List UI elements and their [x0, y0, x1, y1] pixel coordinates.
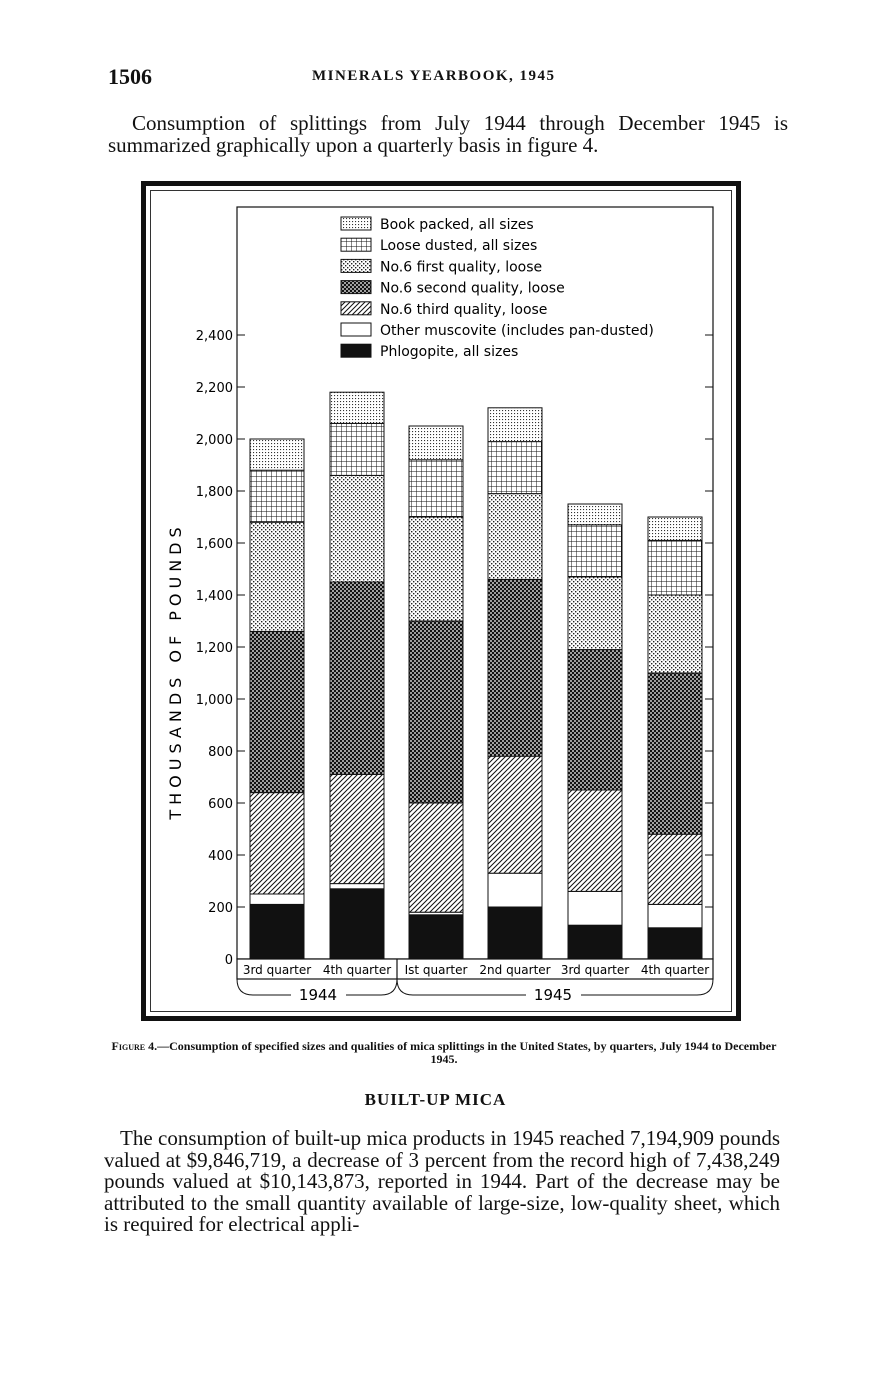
y-tick-label: 1,800 [195, 485, 233, 500]
x-tick-label: 2nd quarter [479, 963, 551, 977]
legend-entry: Book packed, all sizes [380, 217, 534, 233]
bar-segment [648, 595, 702, 673]
bar-segment [409, 517, 463, 621]
y-tick-label: 200 [208, 901, 233, 916]
bar-segment [648, 904, 702, 927]
bar-segment [409, 915, 463, 959]
bar-segment [250, 904, 304, 959]
bar-segment [250, 894, 304, 904]
legend-entry: No.6 third quality, loose [380, 301, 548, 318]
bar-segment [568, 790, 622, 891]
bar-segment [330, 392, 384, 423]
y-tick-label: 2,000 [195, 433, 233, 448]
bar-segment [330, 475, 384, 582]
bar-segment [488, 408, 542, 442]
page-number: 1506 [108, 64, 152, 89]
figure-caption [104, 1040, 784, 1066]
legend-swatch [341, 344, 371, 357]
x-tick-label: 4th quarter [640, 963, 710, 977]
bar-segment [250, 522, 304, 631]
bar-stack [250, 439, 304, 959]
bar-segment [488, 579, 542, 756]
bar-segment [488, 907, 542, 959]
bar-segment [330, 889, 384, 959]
bar-segment [648, 673, 702, 834]
bar-stack [648, 517, 702, 959]
bar-segment [568, 504, 622, 525]
bar-segment [250, 470, 304, 522]
legend-entry: Loose dusted, all sizes [380, 238, 538, 255]
x-tick-label: Ist quarter [404, 963, 468, 977]
body-paragraph: The consumption of built-up mica products in 1945 reached 7,194,909 pounds valued at $9,846,719, a decrease of 3 percent from the record high of 7,438,249 pounds valued at $10,143,873, reported in 1944. Part of the decrease may be attributed to the small quantity available of large-size, low-quality sheet, which is required for electrical appli- [104, 1126, 780, 1236]
y-tick-label: 2,400 [195, 329, 233, 344]
bar-segment [568, 891, 622, 925]
figure-caption-text: —Consumption of specified sizes and qualities of mica splittings in the United States, by quarters, July 1944 to December 1945. [157, 1039, 777, 1066]
bar-segment [409, 803, 463, 912]
bar-segment [648, 834, 702, 904]
stacked-bar-chart [141, 181, 741, 1021]
bar-stack [568, 504, 622, 959]
bar-segment [488, 442, 542, 494]
bar-stack [488, 408, 542, 959]
bar-segment [648, 517, 702, 540]
figure-label: Figure 4. [111, 1039, 158, 1053]
bar-segment [648, 928, 702, 959]
bar-segment [409, 460, 463, 517]
legend-entry: Phlogopite, all sizes [380, 344, 519, 361]
legend-swatch [341, 217, 371, 230]
bar-segment [409, 426, 463, 460]
plot-border [237, 207, 713, 959]
legend-entry: Other muscovite (includes pan-dusted) [380, 323, 654, 339]
legend [341, 217, 654, 360]
legend-swatch [341, 281, 371, 294]
y-tick-label: 800 [208, 745, 233, 760]
y-tick-label: 0 [224, 953, 233, 968]
y-axis-label: THOUSANDS OF POUNDS [166, 522, 185, 820]
x-tick-label: 3rd quarter [242, 963, 312, 977]
bar-segment [488, 873, 542, 907]
intro-paragraph: Consumption of splittings from July 1944 through December 1945 is summarized graphically upon a quarterly basis in figure 4. [108, 111, 788, 157]
y-tick-label: 600 [208, 797, 233, 812]
legend-swatch [341, 302, 371, 315]
y-tick-label: 400 [208, 849, 233, 864]
y-tick-label: 2,200 [195, 381, 233, 396]
x-tick-label: 3rd quarter [560, 963, 630, 977]
year-group-label: 1944 [298, 986, 338, 1004]
bracket-1944-left [237, 979, 291, 995]
y-tick-label: 1,200 [195, 641, 233, 656]
bar-segment [330, 582, 384, 774]
bars-group [250, 392, 702, 959]
bar-segment [568, 650, 622, 790]
bar-segment [330, 884, 384, 889]
y-tick-label: 1,600 [195, 537, 233, 552]
legend-swatch [341, 259, 371, 272]
running-title: MINERALS YEARBOOK, 1945 [312, 68, 556, 84]
bar-segment [648, 540, 702, 595]
legend-entry: No.6 second quality, loose [380, 280, 565, 297]
bar-stack [330, 392, 384, 959]
bar-segment [250, 439, 304, 470]
legend-swatch [341, 238, 371, 251]
bracket-1945-right [581, 979, 713, 995]
section-heading: BUILT-UP MICA [364, 1090, 507, 1109]
year-group-label: 1945 [533, 986, 573, 1004]
plot-area [237, 207, 713, 959]
legend-entry: No.6 first quality, loose [380, 259, 543, 276]
x-tick-label: 4th quarter [322, 963, 392, 977]
bar-segment [250, 793, 304, 894]
bar-segment [488, 756, 542, 873]
bar-segment [568, 577, 622, 650]
bar-segment [250, 631, 304, 792]
bracket-1945-left [397, 979, 526, 995]
bar-segment [568, 525, 622, 577]
bar-segment [330, 774, 384, 883]
bar-segment [409, 621, 463, 803]
page-header [108, 64, 798, 94]
legend-swatch [341, 323, 371, 336]
bar-segment [330, 423, 384, 475]
bar-segment [568, 925, 622, 959]
bracket-1944-right [346, 979, 397, 995]
bar-segment [488, 494, 542, 580]
y-tick-label: 1,000 [195, 693, 233, 708]
bar-stack [409, 426, 463, 959]
y-tick-label: 1,400 [195, 589, 233, 604]
x-axis [237, 959, 713, 1004]
